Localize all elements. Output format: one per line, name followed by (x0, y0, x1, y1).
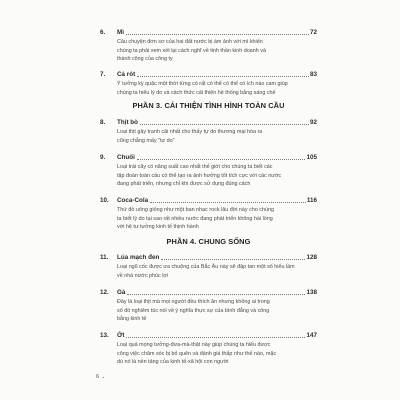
toc-entry-row (100, 250, 317, 261)
page-footer (96, 374, 105, 380)
dot-leader (150, 202, 306, 203)
toc-entry-title: Thịt bò (117, 118, 138, 126)
chevron-down-icon: ⌄ (101, 374, 106, 380)
toc-entry-title: Ớt (117, 331, 125, 339)
toc-entry-description: Đây là loại thịt mà mọi người đều thích ăn nhưng không ai trong số đó nghiêm túc nói về ý nghĩa thực sự của bình đẳng và công bằng kinh tế (117, 299, 270, 323)
part-heading: PHẦN 4. CHUNG SỐNG (166, 237, 251, 246)
page-number: 6 (96, 374, 100, 380)
toc-entry-description: Ý tưởng kỳ quặc một thời từng có rất có thể có thể có ích nào cam giúp chúng ta hiểu lý do và cách thức cải thiện hệ thống bằng sáng chế (117, 81, 288, 96)
dot-leader (126, 337, 305, 338)
toc-entry-number: 12. (100, 288, 109, 296)
toc-entry-row (100, 150, 317, 161)
toc-entry-title: Chuối (117, 153, 135, 161)
toc-entry-number: 10. (100, 196, 109, 204)
toc-entry-title: Cá rót (117, 70, 136, 78)
toc-entry-row (100, 115, 317, 126)
dot-leader (161, 259, 305, 260)
dot-leader (126, 34, 309, 35)
toc-entry-page: 138 (306, 288, 317, 296)
dot-leader (137, 159, 306, 160)
toc-entry-number: 8. (100, 118, 106, 126)
toc-entry-number: 11. (100, 253, 109, 261)
toc-entry-row (100, 285, 317, 296)
toc-entry-page: 105 (306, 153, 317, 161)
part-heading: PHẦN 3. CẢI THIỆN TÌNH HÌNH TOÀN CẦU (132, 101, 285, 110)
toc-entry-description: Loại quả mọng tưởng-đưa-mà-thật này giúp chúng ta hiểu được công việc chăm sóc bị bỏ quên và đánh giá thấp như thế nào, mặc dù nó là nền tảng của kinh tế-xã hội con người (117, 342, 277, 366)
toc-entry-title: Coca-Cola (117, 196, 149, 204)
dot-leader (137, 76, 309, 77)
toc-entry-page: 128 (306, 253, 317, 261)
toc-entry-description: Loại ngũ cốc được ưa chuộng của Bắc Âu này sẽ đập tan một số hiểu lầm về nhà nước phúc lợi (117, 264, 295, 279)
toc-entry-row (100, 25, 317, 36)
toc-entry-description: Loại trái cây có năng suất cao nhất thế giới cho chúng ta biết các tập đoàn toàn cầu có thể tạo ra ảnh hưởng tốt tích cực với các nước đang phát triển, nhưng chỉ khi được sử dụng đúng cách (117, 164, 282, 188)
dot-leader (127, 294, 305, 295)
toc-entry-number: 9. (100, 153, 106, 161)
toc-entry-description: Câu chuyện đơn sơ của hai đất nước bị ám ảnh với mì khiến chúng ta phải xem xét lại cách nghĩ về tinh thần kinh doanh và thành công của công ty (117, 39, 266, 63)
toc-entry-number: 7. (100, 70, 106, 78)
toc-entry-row (100, 328, 317, 339)
toc-entry-title: Lúa mạch đen (117, 253, 160, 261)
toc-entry-number: 13. (100, 331, 109, 339)
toc-entry-page: 116 (306, 196, 317, 204)
toc-entry-page: 72 (309, 28, 317, 36)
toc-entry-title: Mì (117, 28, 124, 36)
toc-entry-page: 147 (306, 331, 317, 339)
toc-entry-page: 83 (309, 70, 317, 78)
toc-entry-description: Loại thịt gây tranh cãi nhất cho thấy tự do thương mại hóa ra cũng chẳng mấy "tự do" (117, 129, 263, 144)
dot-leader (140, 124, 309, 125)
toc-entry-row (100, 193, 317, 204)
toc-entry-number: 6. (100, 28, 106, 36)
toc-entry-description: Thứ đồ uống giống như một ban nhạc rock lâu đời này cho chúng ta biết lý do tại sao rất nhiều nước đang phát triển không hài lòng với hệ tư tưởng kinh tế thịnh hành (117, 207, 274, 231)
toc-entry-row (100, 67, 317, 78)
toc-entry-title: Gà (117, 288, 126, 296)
toc-entry-page: 92 (309, 118, 317, 126)
